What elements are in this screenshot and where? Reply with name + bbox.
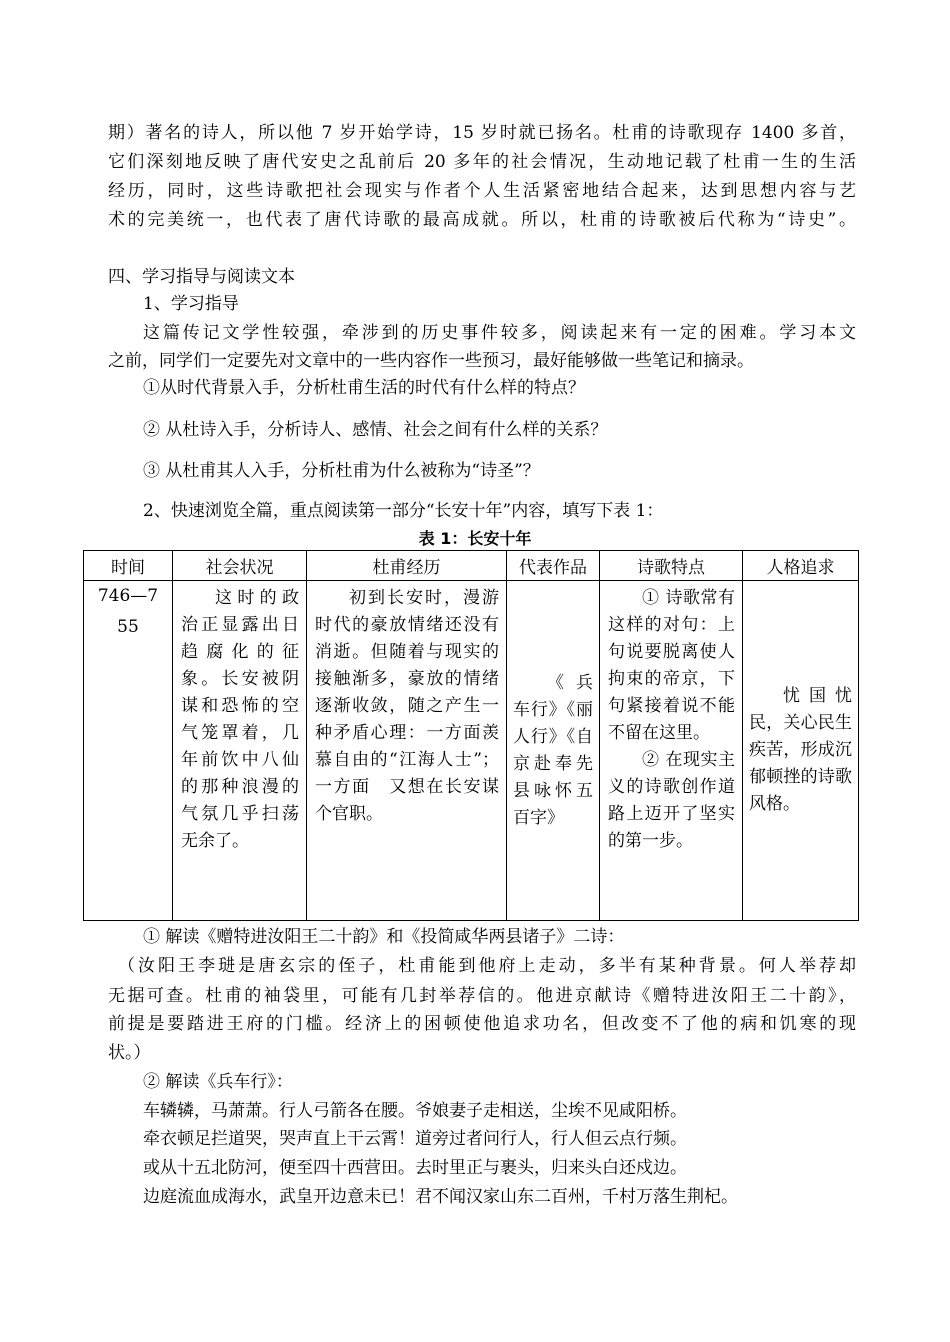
note-line: 前提是要踏进王府的门槛。经济上的困顿使他追求功名，但改变不了他的病和饥寒的现: [108, 1014, 856, 1034]
cell-features: [600, 581, 743, 921]
works-text: 《兵车行》《丽人行》《自京赴奉先县咏怀五百字》: [513, 672, 593, 828]
intro-line: 它们深刻地反映了唐代安史之乱前后 20 多年的社会情况，生动地记载了杜甫一生的生活: [108, 152, 856, 172]
subheading-quick-browse: 2、快速浏览全篇，重点阅读第一部分“长安十年”内容，填写下表 1：: [143, 501, 664, 521]
table-row: [84, 581, 859, 921]
question-1: ①从时代背景入手，分析杜甫生活的时代有什么样的特点？: [143, 378, 585, 398]
experience-text: 初到长安时，漫游时代的豪放情绪还没有消逝。但随着与现实的接触渐多，豪放的情绪逐渐收敛，随之产生一种矛盾心理：一方面羡慕自由的“江海人士”；一方面 又想在长安谋个官职。: [315, 588, 499, 824]
column-header-time: 时间: [84, 551, 173, 581]
section-heading: 四、学习指导与阅读文本: [108, 267, 295, 287]
table-caption: 表 1：长安十年: [418, 529, 532, 548]
interpretation-2: ② 解读《兵车行》：: [143, 1072, 293, 1092]
question-2: ② 从杜诗入手，分析诗人、感情、社会之间有什么样的关系？: [143, 420, 608, 440]
cell-works: [507, 581, 600, 921]
note-line: （汝阳王李琎是唐玄宗的侄子，杜甫能到他府上走动，多半有某种背景。何人举荐却: [118, 956, 856, 976]
question-3: ③ 从杜甫其人入手，分析杜甫为什么被称为“诗圣”？: [143, 461, 540, 481]
intro-line: 术的完美统一，也代表了唐代诗歌的最高成就。所以，杜甫的诗歌被后代称为“诗史”。: [108, 210, 856, 230]
features-text-2: ② 在现实主义的诗歌创作道路上迈开了坚实的第一步。: [608, 750, 735, 851]
cell-time: [84, 581, 173, 921]
pursuit-text: 忧国忧民，关心民生疾苦，形成沉郁顿挫的诗歌风格。: [749, 686, 852, 814]
social-text: 这时的政治正显露出日趋腐化的征象。长安被阴谋和恐怖的空气笼罩着，几年前饮中八仙的那种浪漫的气氛几乎扫荡无余了。: [181, 588, 299, 851]
column-header-features: 诗歌特点: [600, 551, 743, 581]
subheading-study-guide: 1、学习指导: [143, 294, 239, 314]
poem-line: 牵衣顿足拦道哭，哭声直上干云霄！道旁过者问行人，行人但云点行频。: [143, 1129, 687, 1149]
time-value: 746—755: [97, 586, 159, 637]
features-text-1: ① 诗歌常有这样的对句：上句说要脱离使人拘束的帝京，下句紧接着说不能不留在这里。: [608, 588, 735, 743]
intro-line: 经历，同时，这些诗歌把社会现实与作者个人生活紧密地结合起来，达到思想内容与艺: [108, 181, 856, 201]
cell-pursuit: [743, 581, 859, 921]
paragraph-line: 之前，同学们一定要先对文章中的一些内容作一些预习，最好能够做一些笔记和摘录。: [108, 351, 754, 371]
poem-line: 边庭流血成海水，武皇开边意未已！君不闻汉家山东二百州，千村万落生荆杞。: [143, 1187, 738, 1207]
column-header-experience: 杜甫经历: [307, 551, 507, 581]
column-header-pursuit: 人格追求: [743, 551, 859, 581]
table-changan-ten-years: [83, 550, 859, 921]
note-line: 状。）: [108, 1043, 151, 1063]
cell-experience: [307, 581, 507, 921]
paragraph-line: 这篇传记文学性较强，牵涉到的历史事件较多，阅读起来有一定的困难。学习本文: [143, 323, 856, 343]
note-line: 无据可查。杜甫的袖袋里，可能有几封举荐信的。他进京献诗《赠特进汝阳王二十韵》，: [108, 986, 856, 1006]
column-header-social: 社会状况: [173, 551, 307, 581]
table-header-row: [84, 551, 859, 581]
poem-line: 车辚辚，马萧萧。行人弓箭各在腰。爷娘妻子走相送，尘埃不见咸阳桥。: [143, 1101, 687, 1121]
poem-line: 或从十五北防河，便至四十西营田。去时里正与裹头，归来头白还戍边。: [143, 1158, 687, 1178]
column-header-works: 代表作品: [507, 551, 600, 581]
interpretation-1: ① 解读《赠特进汝阳王二十韵》和《投简咸华两县诸子》二诗：: [143, 927, 625, 947]
intro-line: 期）著名的诗人，所以他 7 岁开始学诗，15 岁时就已扬名。杜甫的诗歌现存 1400 多首，: [108, 123, 856, 143]
cell-social: [173, 581, 307, 921]
